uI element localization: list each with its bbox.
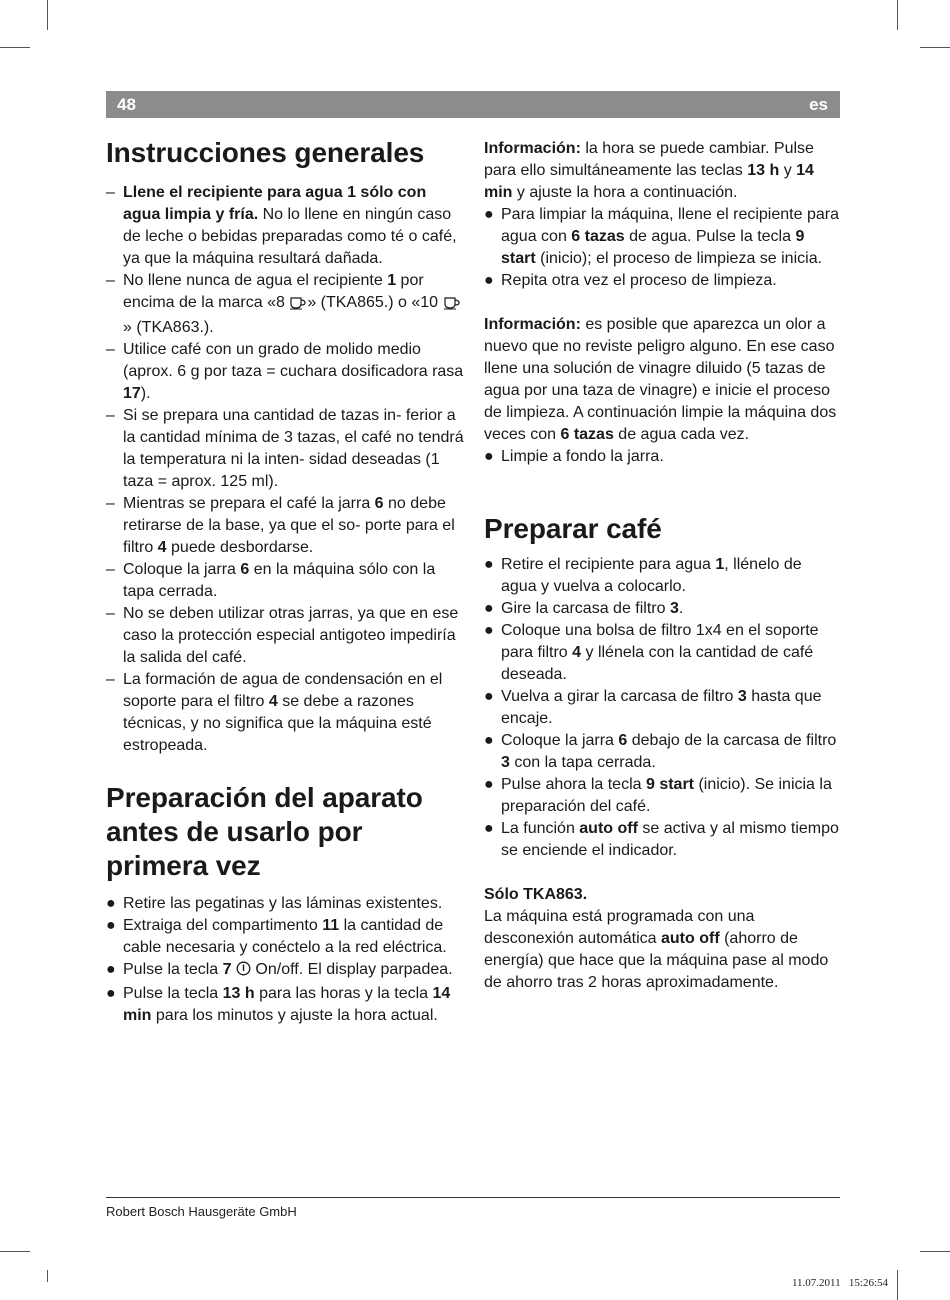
list-item — [484, 686, 839, 730]
bullet-marker: ● — [484, 688, 494, 705]
item-text: . — [678, 600, 684, 617]
item-text: La máquina está programada con una desconexión automática — [484, 908, 755, 947]
bold-text: 6 tazas — [571, 228, 625, 245]
bullet-marker: ● — [484, 622, 494, 639]
info-text: la hora se puede cambiar. Pulse para ello simultáneamente las teclas — [484, 140, 814, 179]
item-text: Coloque la jarra — [123, 561, 241, 578]
bold-text: 1 — [715, 556, 725, 573]
section-title-preparation — [106, 781, 466, 883]
list-item — [106, 339, 466, 405]
info-paragraph — [484, 314, 839, 446]
dash-marker: – — [106, 561, 115, 578]
list-item — [484, 446, 839, 468]
solo-paragraph — [484, 906, 839, 994]
bold-text: auto off — [579, 820, 638, 837]
dash-marker: – — [106, 407, 115, 424]
item-text: ). — [140, 385, 151, 402]
item-text: para los minutos y ajuste la hora actual. — [151, 1007, 438, 1024]
list-item — [106, 182, 466, 270]
item-text: Extraiga del compartimento — [123, 917, 323, 934]
item-text: Gire la carcasa de filtro — [501, 600, 670, 617]
item-text: No lo llene en ningún caso de leche o bebidas preparadas como té o café, ya que la máquina resultará dañada. — [123, 206, 457, 267]
bold-text: auto off — [661, 930, 720, 947]
power-icon — [236, 961, 251, 983]
bold-text: 6 — [240, 561, 250, 578]
bullet-marker: ● — [484, 776, 494, 793]
bullet-marker: ● — [106, 895, 116, 912]
list-item — [484, 204, 839, 270]
item-text: No se deben utilizar otras jarras, ya que en ese caso la protección especial antigoteo impediría la salida del café. — [123, 605, 459, 666]
crop-mark — [47, 1270, 48, 1282]
left-column — [106, 136, 466, 1027]
item-text: Utilice café con un grado de molido medio (aprox. 6 g por taza = cuchara dosificadora rasa — [123, 341, 464, 380]
item-text: (inicio); el proceso de limpieza se inicia. — [535, 250, 823, 267]
dash-marker: – — [106, 671, 115, 688]
bold-text: 3 — [669, 600, 679, 617]
bold-text: 7 — [222, 961, 232, 978]
item-text: con la tapa cerrada. — [509, 754, 656, 771]
title-line: antes de usarlo por — [106, 816, 363, 847]
item-text: Retire las pegatinas y las láminas existentes. — [123, 895, 443, 912]
info-text: es posible que aparezca un olor a nuevo que no reviste peligro alguno. En ese caso llene una solución de vinagre diluido (5 tazas de agua por una taza de vinagre) e inicie el proceso de limpieza. A continuación limpie la máquina dos veces con — [484, 316, 837, 443]
item-text: se activa y al mismo tiempo se enciende el indicador. — [501, 820, 839, 859]
list-item — [106, 559, 466, 603]
item-text: de agua. Pulse la tecla — [624, 228, 796, 245]
title-line: primera vez — [106, 850, 261, 881]
bullet-marker: ● — [484, 272, 494, 289]
bold-text: 14 min — [123, 985, 451, 1024]
page-number: 48 — [117, 95, 136, 114]
info-label: Información: — [484, 316, 581, 333]
list-item — [484, 554, 839, 598]
item-text: para las horas y la tecla — [254, 985, 433, 1002]
list-item — [484, 774, 839, 818]
bold-text: 6 — [374, 495, 384, 512]
crop-mark — [0, 1251, 30, 1252]
bold-text: 3 — [501, 754, 510, 771]
item-text: por encima de la marca «8 — [123, 272, 424, 311]
item-text: la cantidad de cable necesaria y conéctelo a la red eléctrica. — [123, 917, 447, 956]
dash-marker: – — [106, 272, 115, 289]
list-item — [106, 959, 466, 983]
item-text: y llénela con la cantidad de café deseada. — [501, 644, 814, 683]
bold-text: 9 start — [501, 228, 805, 267]
item-text: La formación de agua de condensación en el soporte para el filtro — [123, 671, 443, 710]
section-title-coffee: Preparar café — [484, 513, 662, 544]
list-item — [484, 598, 839, 620]
solo-title — [484, 884, 839, 906]
item-text: La función — [501, 820, 580, 837]
info-text: y — [779, 162, 797, 179]
item-text: (ahorro de energía) que hace que la máquina pase al modo de ahorro tras 2 horas aproximadamente. — [484, 930, 829, 991]
print-timestamp: 11.07.2011 15:26:54 — [791, 1277, 888, 1289]
crop-mark — [47, 0, 48, 30]
item-text: (inicio). Se inicia la preparación del café. — [501, 776, 832, 815]
crop-mark — [0, 47, 30, 48]
bullet-marker: ● — [106, 961, 116, 978]
bullet-marker: ● — [484, 732, 494, 749]
bold-text: 6 tazas — [560, 426, 614, 443]
bold-text: 4 — [157, 539, 167, 556]
language-code: es — [809, 95, 828, 114]
list-item — [484, 818, 839, 862]
bold-text: 9 start — [645, 776, 695, 793]
bold-text: 13 h — [747, 162, 780, 179]
dash-marker: – — [106, 605, 115, 622]
dash-marker: – — [106, 184, 115, 201]
dash-marker: – — [106, 341, 115, 358]
item-text: Vuelva a girar la carcasa de filtro — [501, 688, 738, 705]
bullet-marker: ● — [106, 985, 116, 1002]
list-item — [106, 983, 466, 1027]
bold-text: 14 min — [484, 162, 814, 201]
item-text: hasta que encaje. — [501, 688, 822, 727]
info-text: y ajuste la hora a continuación. — [512, 184, 738, 201]
item-text: Pulse ahora la tecla — [501, 776, 646, 793]
bullet-marker: ● — [106, 917, 116, 934]
bold-text: 6 — [618, 732, 628, 749]
bullet-marker: ● — [484, 448, 494, 465]
item-text: Coloque la jarra — [501, 732, 619, 749]
crop-mark — [920, 47, 950, 48]
list-item — [106, 405, 466, 493]
item-text: Coloque una bolsa de filtro 1x4 en el soporte para filtro — [501, 622, 819, 661]
item-text: en la máquina sólo con la tapa cerrada. — [123, 561, 436, 600]
bold-text: 11 — [322, 917, 340, 934]
crop-mark — [897, 1270, 898, 1300]
bold-text: 1 — [387, 272, 397, 289]
item-text: Pulse la tecla — [123, 985, 223, 1002]
bold-text: 13 h — [222, 985, 255, 1002]
item-text: , llénelo de agua y vuelva a colocarlo. — [501, 556, 802, 595]
item-text: No llene nunca de agua el recipiente — [123, 272, 388, 289]
bold-text: 4 — [572, 644, 582, 661]
item-text: Para limpiar la máquina, llene el recipiente para agua con — [501, 206, 839, 245]
bullet-marker: ● — [484, 600, 494, 617]
bullet-marker: ● — [484, 820, 494, 837]
item-text: no debe retirarse de la base, ya que el so- porte para el filtro — [123, 495, 455, 556]
section-title-general: Instrucciones generales — [106, 137, 425, 168]
list-item — [106, 493, 466, 559]
right-column — [484, 138, 839, 994]
bold-text: 4 — [268, 693, 278, 710]
item-text: se debe a razones técnicas, y no significa que la máquina esté estropeada. — [123, 693, 432, 754]
bullet-marker: ● — [484, 206, 494, 223]
item-text: Si se prepara una cantidad de tazas in- ferior a la cantidad mínima de 3 tazas, el café no tendrá la temperatura ni la inten- sidad deseadas (1 taza = aprox. 125 ml). — [123, 407, 464, 490]
list-item — [106, 270, 466, 339]
item-text: Pulse la tecla — [123, 961, 223, 978]
list-item — [106, 603, 466, 669]
crop-mark — [897, 0, 898, 30]
item-text: puede desbordarse. — [166, 539, 314, 556]
item-text: debajo de la carcasa de filtro — [627, 732, 837, 749]
bullet-marker: ● — [484, 556, 494, 573]
cup-icon — [443, 295, 461, 317]
footer-rule — [106, 1197, 840, 1198]
cup-icon — [289, 295, 307, 317]
crop-mark — [920, 1251, 950, 1252]
item-text: Retire el recipiente para agua — [501, 556, 716, 573]
info-text: de agua cada vez. — [613, 426, 750, 443]
item-text: On/off. El display parpadea. — [250, 961, 453, 978]
info-paragraph — [484, 138, 839, 204]
item-text: » (TKA865.) o «10 — [307, 294, 443, 311]
item-text: Mientras se prepara el café la jarra — [123, 495, 375, 512]
bold-text: Llene el recipiente para agua 1 sólo con agua limpia y fría. — [123, 184, 427, 223]
bold-text: 3 — [737, 688, 747, 705]
bold-text: 17 — [123, 385, 141, 402]
solo-title-text: Sólo TKA863. — [484, 886, 588, 903]
list-item — [106, 669, 466, 757]
item-text: Repita otra vez el proceso de limpieza. — [501, 272, 777, 289]
footer-company: Robert Bosch Hausgeräte GmbH — [106, 1204, 297, 1219]
title-line: Preparación del aparato — [106, 782, 423, 813]
list-item — [106, 915, 466, 959]
list-item — [106, 893, 466, 915]
list-item — [484, 270, 839, 292]
list-item — [484, 620, 839, 686]
item-text: Limpie a fondo la jarra. — [501, 448, 664, 465]
list-item — [484, 730, 839, 774]
item-text: » (TKA863.). — [123, 319, 214, 336]
info-label: Información: — [484, 140, 581, 157]
dash-marker: – — [106, 495, 115, 512]
header-bar — [106, 91, 840, 118]
